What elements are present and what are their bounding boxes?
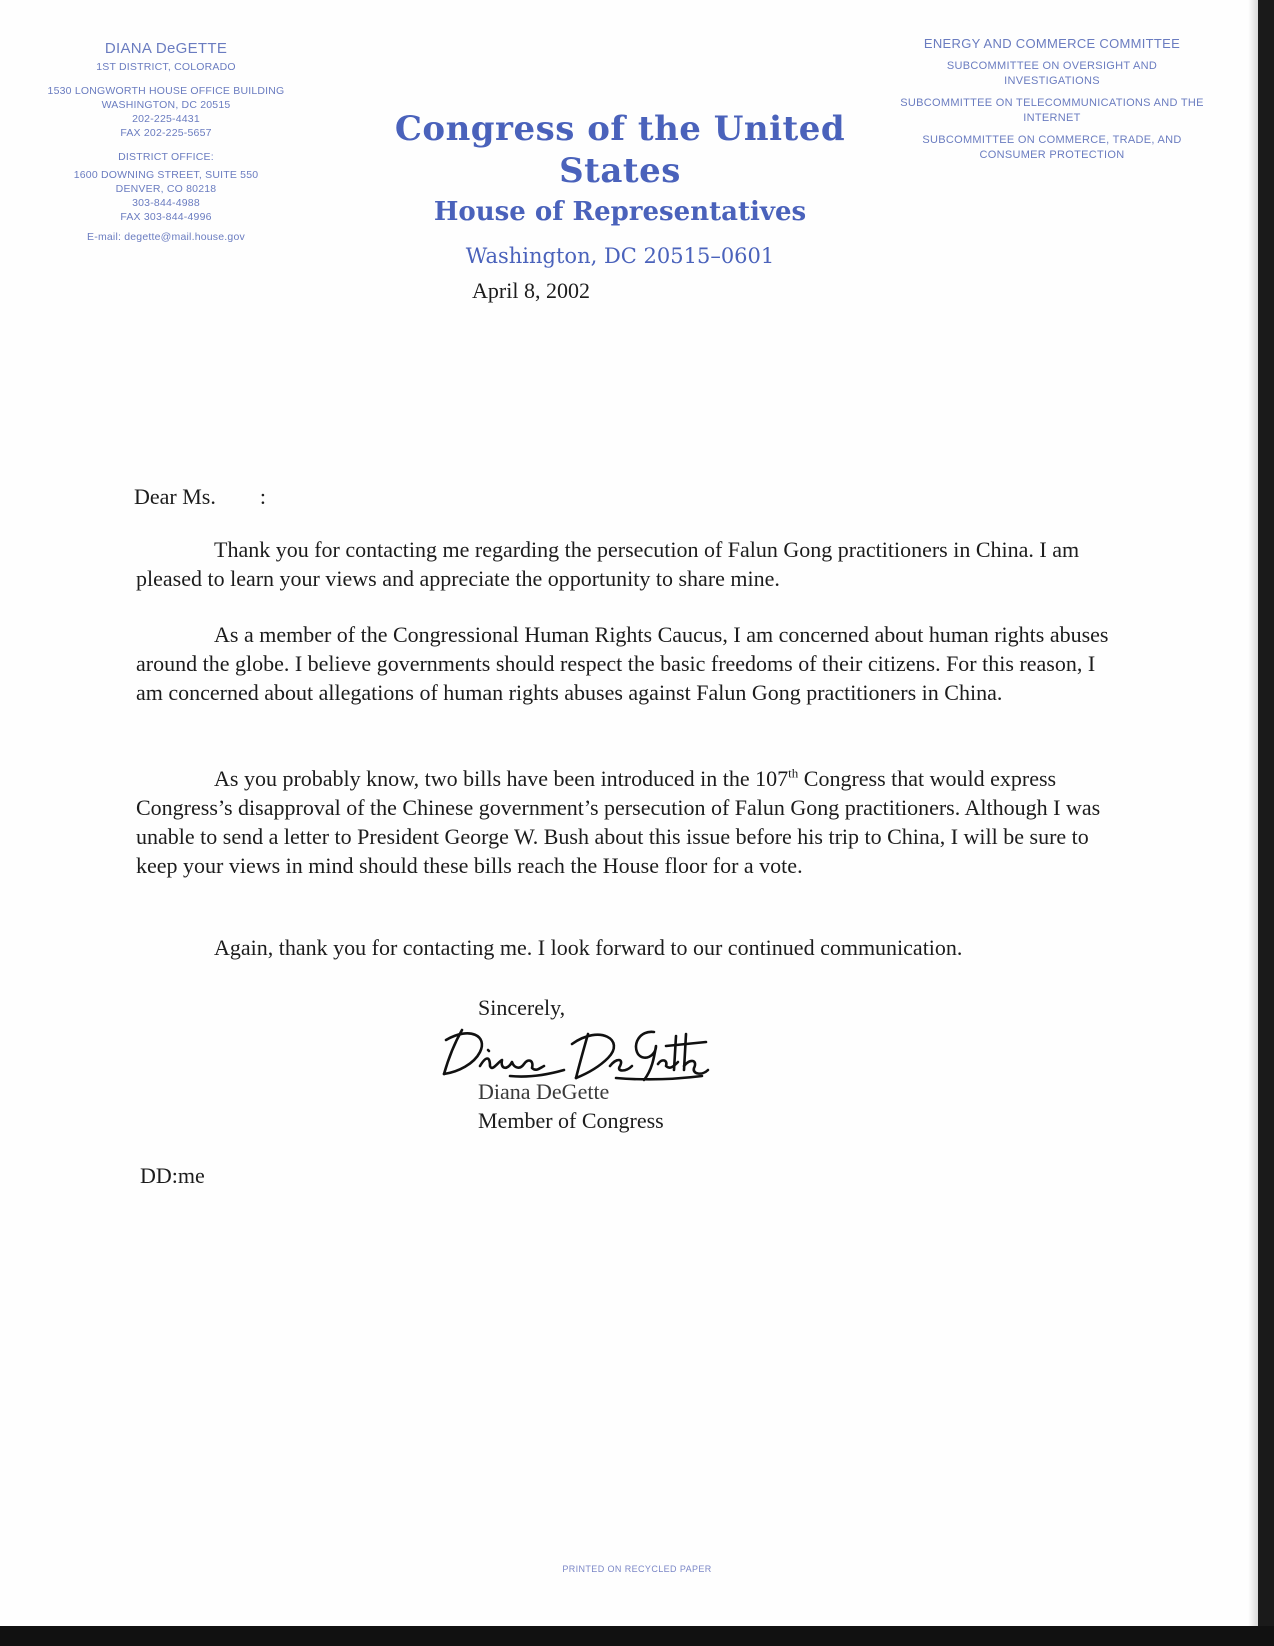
salutation: Dear Ms. : bbox=[134, 484, 266, 509]
dc-phone: 202-225-4431 bbox=[132, 113, 200, 125]
district-fax: FAX 303-844-4996 bbox=[120, 211, 212, 223]
district-office-label: DISTRICT OFFICE: bbox=[118, 151, 214, 163]
paragraph-3-end: Congress that would express Congress’s disapproval of the Chinese government’s persecution of Falun Gong practitioners. Although I was unable to send a letter to President George W. Bush about this issue before his trip to China, I will be sure to keep your views in mind should these bills reach the House floor for a vote. bbox=[136, 766, 1101, 878]
committee-name: ENERGY AND COMMERCE COMMITTEE bbox=[923, 36, 1181, 51]
paragraph-2: As a member of the Congressional Human Rights Caucus, I am concerned about human rights abuses around the globe. I believe governments should respect the basic freedoms of their citizens. For this reason, I am concerned about allegations of human rights abuses against Falun Gong practitioners in China. bbox=[136, 622, 1109, 705]
district-address-line-1: 1600 DOWNING STREET, SUITE 550 bbox=[73, 169, 259, 181]
letterhead-right-column bbox=[892, 36, 1212, 170]
dc-address-line-2: WASHINGTON, DC 20515 bbox=[101, 99, 231, 111]
handwritten-signature bbox=[440, 1022, 710, 1086]
scan-edge-shadow bbox=[1248, 0, 1258, 1646]
subcommittee-commerce: SUBCOMMITTEE ON COMMERCE, TRADE, AND CONSUMER PROTECTION bbox=[922, 134, 1182, 161]
masthead-congress: Congress of the United States bbox=[394, 109, 846, 191]
recycled-paper-notice: PRINTED ON RECYCLED PAPER bbox=[562, 1564, 712, 1574]
scan-edge-right bbox=[1258, 0, 1274, 1646]
paragraph-3 bbox=[136, 764, 1116, 880]
paragraph-1: Thank you for contacting me regarding the persecution of Falun Gong practitioners in China. I am pleased to learn your views and appreciate the opportunity to share mine. bbox=[136, 537, 1080, 591]
masthead-washington: Washington, DC 20515–0601 bbox=[465, 244, 775, 268]
closing: Sincerely, bbox=[478, 995, 566, 1020]
dc-address-line-1: 1530 LONGWORTH HOUSE OFFICE BUILDING bbox=[47, 85, 285, 97]
district-address-line-2: DENVER, CO 80218 bbox=[115, 183, 217, 195]
congresswoman-name: DIANA DeGETTE bbox=[104, 40, 228, 57]
dc-fax: FAX 202-225-5657 bbox=[120, 127, 212, 139]
letterhead-left-column bbox=[38, 40, 294, 244]
paragraph-3-start: As you probably know, two bills have been introduced in the 107 bbox=[214, 766, 789, 791]
masthead bbox=[340, 108, 900, 276]
subcommittee-telecom: SUBCOMMITTEE ON TELECOMMUNICATIONS AND THE INTERNET bbox=[900, 97, 1204, 124]
letter-date: April 8, 2002 bbox=[472, 278, 590, 303]
district-label: 1ST DISTRICT, COLORADO bbox=[96, 61, 236, 73]
district-phone: 303-844-4988 bbox=[132, 197, 200, 209]
email-address: E-mail: degette@mail.house.gov bbox=[87, 231, 245, 243]
typist-initials: DD:me bbox=[140, 1163, 205, 1188]
subcommittee-oversight: SUBCOMMITTEE ON OVERSIGHT AND INVESTIGATIONS bbox=[946, 60, 1158, 87]
ordinal-suffix: th bbox=[788, 765, 799, 781]
signer-name: Diana DeGette bbox=[478, 1079, 610, 1104]
signer-title: Member of Congress bbox=[478, 1108, 664, 1133]
scan-edge-bottom bbox=[0, 1626, 1274, 1646]
masthead-house: House of Representatives bbox=[433, 197, 807, 227]
paragraph-4: Again, thank you for contacting me. I look forward to our continued communication. bbox=[214, 935, 963, 960]
